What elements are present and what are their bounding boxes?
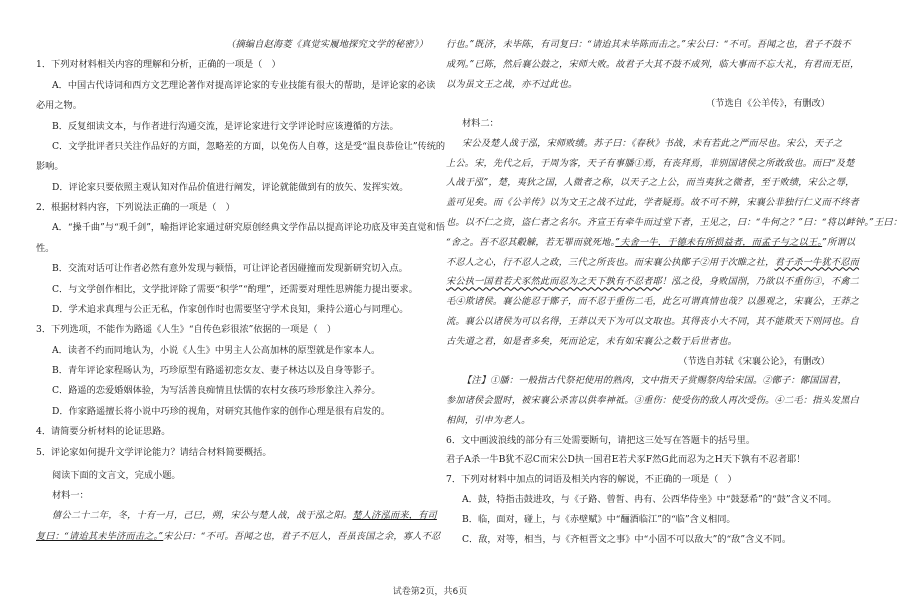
q2-option-d: D．学术追求真理与公正无私，作家创作时也需要坚守学术良知，秉持公道心与同理心。 (52, 303, 409, 315)
note-line-1: 【注】①膰：一般指古代祭祀使用的熟肉，文中指天子赏赐祭肉给宋国。②鄫子：鄫国国君， (462, 375, 847, 387)
material-1-cont-2: 成列。”已陈，然后襄公鼓之，宋师大败。故君子大其不鼓不成列，临大事而不忘大礼，有君而无臣， (446, 58, 860, 70)
material-2-text-6a: “舍之。吾不忍其觳觫，若无罪而就死地。 (446, 236, 616, 248)
q1-option-c-line2: 影响。 (36, 161, 64, 173)
q1-option-d: D．评论家只要依照主观认知对作品价值进行阐发，评论就能做到有的放矢、发挥实效。 (52, 181, 409, 193)
material-2-wavy-7: 君子杀一牛犹不忍而 (774, 256, 860, 268)
q3-option-a: A．读者不约而同地认为，小说《人生》中男主人公高加林的原型就是作家本人。 (52, 344, 381, 356)
q7-option-b: B．临，面对，碰上，与《赤壁赋》中“酾酒临江”的“临”含义相同。 (462, 513, 736, 525)
q2-option-c: C．与文学创作相比，文学批评除了需要“积学”“酌理”，还需要对理性思辨能力提出要求。 (52, 283, 418, 295)
material-2-line-9: 毛④欺诸侯。襄公能忍于鄫子，而不忍于重伤二毛，此乞可谓真情也哉？以愚观之，宋襄公，王莽之 (446, 296, 860, 308)
material-2-line-1: 宋公及楚人战于泓，宋师败绩。苏子曰：《春秋》书战，未有若此之严而尽也。宋公，天子之 (462, 137, 843, 149)
material-2-line-5: 也。以不仁之资，盗仁者之名尔。齐宣王有牵牛而过堂下者，王见之，曰：“牛何之？”曰：“将以衅钟。”王曰： (446, 217, 902, 229)
material-1-cont-3: 以为虽文王之战，亦不过此也。 (446, 78, 578, 90)
question-6-text: 君子A杀一牛B犹不忍C而宋公D执一国君E若犬豕F然G此而忍为之H天下孰有不忍者耶！ (446, 454, 806, 466)
note-line-2: 参加诸侯会盟时，被宋襄公杀害以供奉神祗。③重伤：使受伤的敌人再次受伤。④二毛：指头发黑白 (446, 395, 860, 407)
material-2-label: 材料二： (462, 118, 499, 130)
material-2-text-8: ！泓之役，身败国削，乃欲以不重伤③，不禽二 (661, 276, 860, 288)
question-6-stem: 6．文中画波浪线的部分有三处需要断句，请把这三处写在答题卡的括号里。 (446, 434, 756, 446)
material-2-line-8 (446, 275, 860, 288)
right-column (446, 38, 902, 552)
question-2-stem: 2．根据材料内容，下列说法正确的一项是（ ） (36, 202, 235, 213)
material-1-line2 (36, 530, 441, 543)
q1-option-b: B．反复细读文本，与作者进行沟通交流，是评论家进行文学评论时应该遵循的方法。 (52, 120, 399, 132)
source-citation-2: （节选自苏轼《宋襄公论》，有删改） (678, 355, 830, 367)
q1-option-a-line1: A．中国古代诗词和西方文艺理论著作对提高评论家的专业技能有很大的帮助，是评论家的必读 (52, 79, 436, 91)
material-2-line-7 (446, 256, 860, 269)
q3-option-b: B．青年评论家程旸认为，巧珍原型有路遥初恋女友、妻子林达以及自身等影子。 (52, 365, 381, 376)
q7-option-c: C．敌，对等，相当，与《齐桓晋文之事》中“小固不可以敌大”的“敌”含义不同。 (462, 533, 792, 545)
material-2-wavy-8: 宋公执一国君若犬豕然此而忍为之天下孰有不忍者耶 (446, 276, 662, 288)
q2-option-a-line1: A．“操千曲”与“观千剑”，喻指评论家通过研究原创经典文学作品以提高评论功底及审美直觉和悟 (52, 222, 445, 234)
q2-option-a-line2: 性。 (36, 242, 55, 254)
q2-option-b: B．交流对话可让作者必然有意外发现与顿悟，可让评论者因碰撞而发现新研究切入点。 (52, 263, 408, 275)
left-column (36, 38, 446, 550)
question-5-stem: 5．评论家如何提升文学评论能力？请结合材料简要概括。 (36, 446, 272, 458)
material-1-line1 (36, 509, 437, 522)
question-4-stem: 4．请简要分析材料的论证思路。 (36, 426, 171, 438)
source-note: （摘编自赵海菱《真觉实履地探究文学的秘密》） (226, 39, 428, 50)
page-footer: 试卷第2页，共6页 (392, 587, 468, 597)
q1-option-a-line2: 必用之物。 (36, 100, 82, 112)
material-2-line-10: 流。襄公以诸侯为可以名得，王莽以天下为可以文取也。其得丧小大不同，其不能欺天下则同也。自 (446, 315, 860, 327)
material-1-underlined-b: 复曰：“请迨其未毕济而击之。” (36, 530, 164, 542)
material-2-line-11: 古失道之君，如是者多矣，死而论定，未有如宋襄公之数于后世者也。 (446, 335, 738, 347)
material-2-line-3: 人战于泓”，楚，夷狄之国，人微者之称，以天子之上公，而当夷狄之微者，至于败绩，宋公之辱， (446, 177, 855, 189)
material-1-cont-1: 行也。”既济，未毕陈，有司复曰：“请迨其未毕陈而击之。”宋公曰：“不可。吾闻之也，君子不鼓不 (446, 39, 851, 50)
q7-option-a: A．鼓，特指击鼓进攻，与《子路、曾皙、冉有、公西华侍坐》中“鼓瑟希”的“鼓”含义不同。 (462, 493, 837, 505)
material-1-text-b: 宋公曰：“不可。吾闻之也，君子不厄人，吾虽丧国之余，寡人不忍 (163, 530, 441, 542)
q1-option-c-line1: C．文学批评者只关注作品好的方面，忽略差的方面，以免伤人自尊，这是受“温良恭俭让”传统的 (52, 140, 446, 152)
note-line-3: 相间，引申为老人。 (446, 414, 531, 426)
material-2-line-2: 上公。宋，先代之后，于周为客，天子有事膰①焉，有丧拜焉，非别国诸侯之所敢敌也。而曰“及楚 (446, 157, 855, 169)
reading-intro: 阅读下面的文言文，完成小题。 (52, 469, 181, 481)
question-1-stem: 1．下列对材料相关内容的理解和分析，正确的一项是（ ） (36, 59, 281, 71)
question-3-stem: 3．下列选项，不能作为路遥《人生》“自传色彩很浓”依据的一项是（ ） (36, 324, 337, 336)
q3-option-c: C．路遥的恋爱婚姻体验，为写活善良痴情且怯懦的农村女孩巧珍形象注入养分。 (52, 385, 381, 397)
material-2-text-7: 不忍人之心，行不忍人之政，三代之所丧也。而宋襄公执鄫子②用于次睢之社， (446, 256, 775, 268)
material-1-label: 材料一： (52, 490, 89, 502)
material-2-line-6 (446, 236, 856, 249)
q3-option-d: D．作家路遥擅长将小说中巧珍的视角，对研究其他作家的创作心理是很有启发的。 (52, 405, 391, 417)
material-2-underlined-6: ”夫舍一牛，于德未有所损益者，而孟子与之以王。 (615, 236, 823, 248)
material-1-underlined-a: 楚人济泓而来，有司 (352, 510, 437, 522)
material-2-line-4: 盖可见矣。而《公羊传》以为文王之战不过此，学者疑焉。故不可不辨，宋襄公非独行仁义而不终者 (446, 197, 860, 209)
question-7-stem: 7．下列对材料中加点的词语及相关内容的解说，不正确的一项是（ ） (446, 474, 737, 486)
source-citation-1: （节选自《公羊传》，有删改） (705, 98, 830, 110)
material-1-text-a: 僖公二十二年，冬，十有一月，己巳，朔，宋公与楚人战，战于泓之阳。 (52, 510, 353, 522)
material-2-text-6b: ”所谓以 (822, 236, 856, 248)
